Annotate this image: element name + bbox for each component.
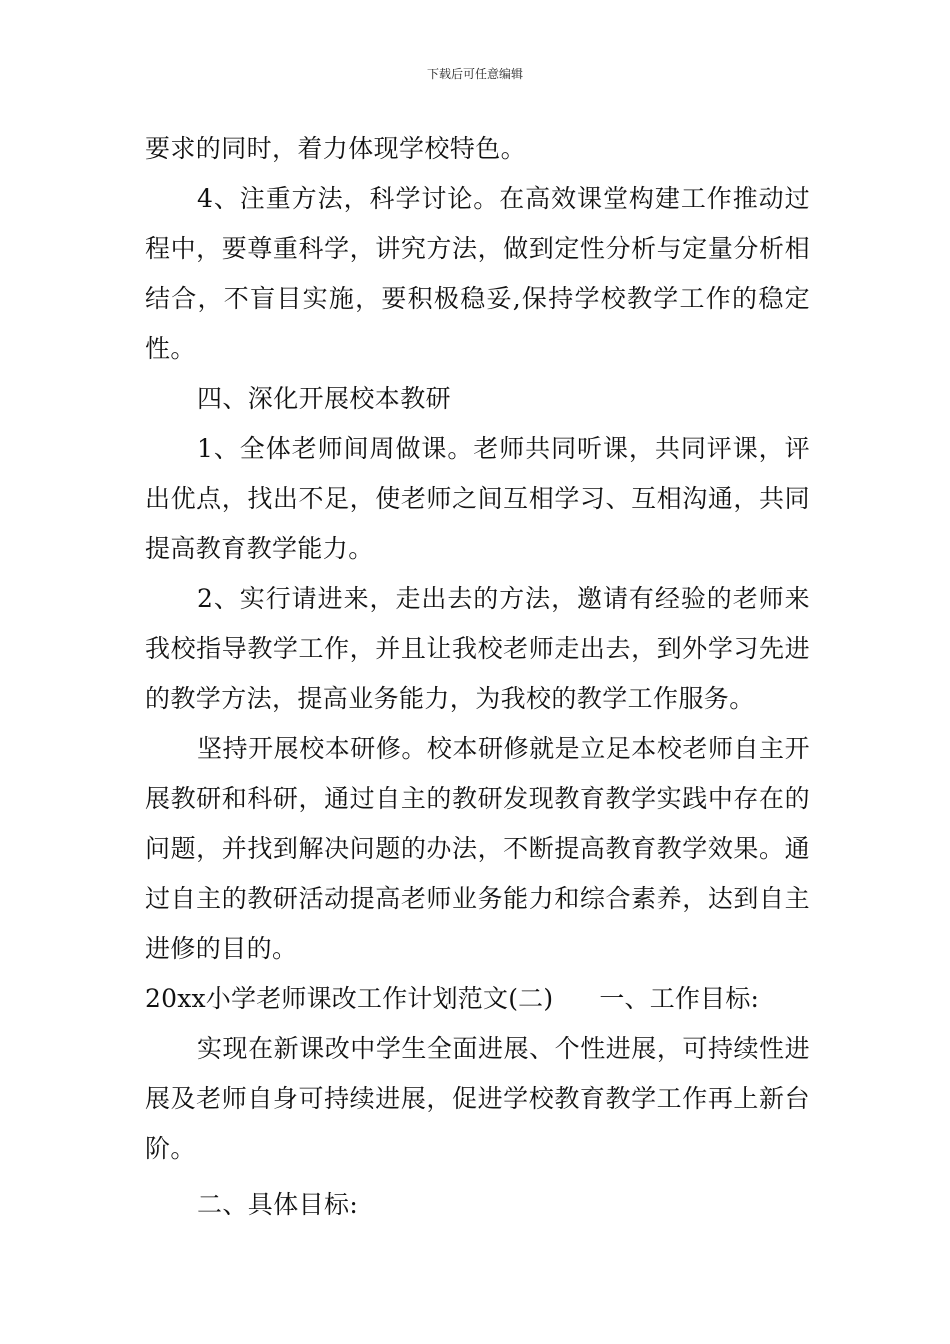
- paragraph-goals: 实现在新课改中学生全面进展、个性进展，可持续性进展及老师自身可持续进展，促进学校教育教学工作再上新台阶。: [145, 1034, 810, 1163]
- paragraph-point-4: 4、注重方法，科学讨论。在高效课堂构建工作推动过程中，要尊重科学，讲究方法，做到定性分析与定量分析相结合，不盲目实施，要积极稳妥,保持学校教学工作的稳定性。: [145, 184, 810, 363]
- section-heading-4: 四、深化开展校本教研: [197, 384, 452, 413]
- document-body: [145, 124, 810, 1230]
- paragraph-point-2: 2、实行请进来，走出去的方法，邀请有经验的老师来我校指导教学工作，并且让我校老师走出去，到外学习先进的教学方法，提高业务能力，为我校的教学工作服务。: [145, 584, 810, 713]
- paragraph-point-1: 1、全体老师间周做课。老师共同听课，共同评课，评出优点，找出不足，使老师之间互相学习、互相沟通，共同提高教育教学能力。: [145, 434, 810, 563]
- page-header-note: 下载后可任意编辑: [426, 67, 523, 81]
- paragraph-continuation: 要求的同时，着力体现学校特色。: [145, 134, 527, 163]
- paragraph-school-research: 坚持开展校本研修。校本研修就是立足本校老师自主开展教研和科研，通过自主的教研发现教育教学实践中存在的问题，并找到解决问题的办法，不断提高教育教学效果。通过自主的教研活动提高老师业务能力和综合素养，达到自主进修的目的。: [145, 734, 810, 963]
- section-heading-goals: 一、工作目标:: [599, 984, 760, 1013]
- section-heading-specific-goals: 二、具体目标:: [197, 1190, 359, 1219]
- document-subtitle-line: [145, 974, 810, 1024]
- document-subtitle: 20xx小学老师课改工作计划范文(二): [145, 984, 554, 1013]
